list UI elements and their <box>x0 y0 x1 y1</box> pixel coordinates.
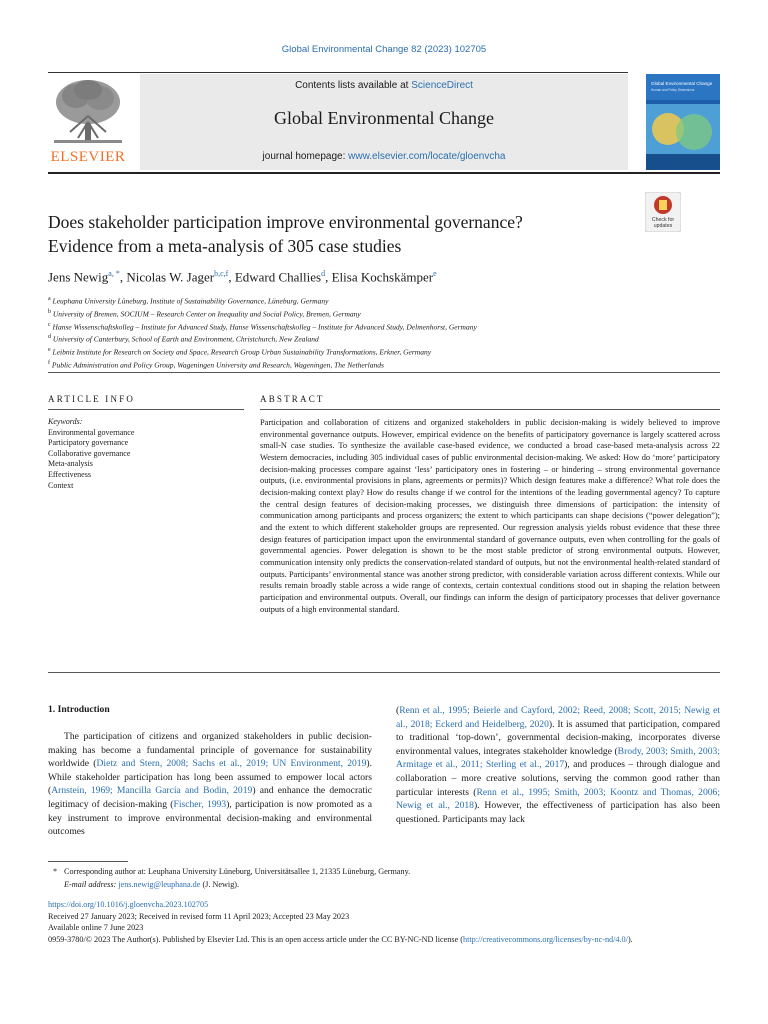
keyword-item: Meta-analysis <box>48 459 93 469</box>
running-head[interactable]: Global Environmental Change 82 (2023) 102705 <box>281 44 487 55</box>
keyword-item: Participatory governance <box>48 438 129 448</box>
citation-link[interactable]: Renn et al., 1995; Beierle and Cayford, 2002; Reed, 2008; Scott, 2015; Newig et al., 2018; Eckerd and Heidelberg, 2020 <box>396 705 720 730</box>
check-updates-line1: Check for <box>651 217 675 223</box>
license-statement: 0959-3780/© 2023 The Author(s). Published by Elsevier Ltd. This is an open access article under the CC BY-NC-ND license (http://creativecommons.org/licenses/by-nc-nd/4.0/). <box>48 934 633 944</box>
affiliation-item: $^e$ Leibniz Institute for Research on Society and Space, Research Group Urban Sustainability Transformations, Erkner, Germany <box>48 347 432 357</box>
received-dates: Received 27 January 2023; Received in revised form 11 April 2023; Accepted 23 May 2023 <box>48 911 350 921</box>
sciencedirect-link[interactable]: ScienceDirect <box>411 80 473 91</box>
abstract-divider <box>260 409 720 410</box>
elsevier-logo[interactable] <box>48 76 128 166</box>
author-name[interactable]: Elisa Kochskämper <box>331 269 434 285</box>
abstract-heading: ABSTRACT <box>260 394 325 404</box>
article-info-heading: ARTICLE INFO <box>48 394 136 404</box>
abstract-body: Participation and collaboration of citizens and organized stakeholders in public decision-making is widely believed to improve environmental governance outputs. However, empirical evidence on the benefits of participatory governance is largely scattered across small-N case studies. To synthesize the available case-based evidence, we conducted a broad case-based meta-analysis across 22 Western democracies, including 305 individual cases of public environmental decision-making. We asked: How do ‘more’ participatory decision-making processes compare against ‘less’ participatory ones in fostering – or hindering – strong environmental governance outputs, (i.e. environmental provisions in plans, agreements or permits)? Which design features make a difference? What role does the decision-making context play? How do results change if we control for the intentions of the leading governmental agency? To capture the central design features of decision-making processes, we distinguish three dimensions of participation: the intensity of communication among participants and process organizers; the extent to which participants can shape decisions (“power delegation”); and the extent to which different stakeholder groups are represented. Our regression analysis yields robust evidence that these three design features of participation impact upon the environmental standard of governance outputs, even when controlling for the goals of governmental agencies. Power delegation is shown to be the most stable predictor of strong environmental outputs. However, communication intensity only predicts the conservation-related standard of outputs, but not the environmental health-related standard of outputs. Participants’ environmental stance was another strong predictor, with considerable variation across different contexts. While our results remain broadly stable across a wide range of contexts, certain contextual conditions stood out in shaping the relation between participation and environmental outputs. Overall, our findings can inform the design of participatory processes that deliver governance outputs of a high environmental standard. <box>260 418 720 614</box>
citation-link[interactable]: Dietz and Stern, 2008; Sachs et al., 2019; UN Environment, 2019 <box>96 758 367 770</box>
footnote-rule <box>48 861 128 862</box>
title-line-2: Evidence from a meta-analysis of 305 case studies <box>48 236 402 256</box>
cover-title: Global Environmental Change <box>651 81 713 86</box>
cover-subtitle: Human and Policy Dimensions <box>651 88 695 92</box>
title-line-1: Does stakeholder participation improve environmental governance? <box>48 212 523 232</box>
author-affiliation-marker[interactable]: e <box>433 269 437 278</box>
article-title <box>48 210 628 258</box>
corresponding-author-footnote: * Corresponding author at: Leuphana University Lüneburg, Universitätsallee 1, 21335 Lüneburg, Germany. E-mail address: jens.newig@leuphana.de (J. Newig). <box>48 866 720 891</box>
available-online: Available online 7 June 2023 <box>48 923 144 933</box>
affiliation-item: $^c$ Hanse Wissenschaftskolleg – Institute for Advanced Study, Hanse Wissenschaftskolleg – Institute for Advanced Study, Delmenhorst, Germany <box>48 321 477 332</box>
publication-info <box>48 899 720 945</box>
author-email-link[interactable]: jens.newig@leuphana.de <box>118 879 201 889</box>
footnote-marker: * <box>52 867 58 876</box>
keyword-item: Collaborative governance <box>48 448 131 458</box>
keyword-item: Effectiveness <box>48 469 91 479</box>
check-updates-line2: updates <box>653 223 673 229</box>
introduction-heading: 1. Introduction <box>48 704 110 715</box>
journal-homepage-link[interactable]: www.elsevier.com/locate/gloenvcha <box>348 151 506 162</box>
journal-cover-thumbnail[interactable] <box>646 74 720 170</box>
homepage-line: journal homepage: www.elsevier.com/locate/gloenvcha <box>262 151 506 162</box>
elsevier-tree-icon <box>48 76 128 148</box>
license-link[interactable]: http://creativecommons.org/licenses/by-nc-nd/4.0/ <box>463 934 628 944</box>
citation-link[interactable]: Fischer, 1993 <box>173 798 227 810</box>
article-info-divider <box>48 409 244 410</box>
section-divider <box>48 372 720 373</box>
affiliation-item: $^b$ University of Bremen, SOCIUM – Research Center on Inequality and Social Policy, Bremen, Germany <box>48 308 361 319</box>
keywords-list <box>48 417 244 491</box>
author-name[interactable]: Nicolas W. Jager <box>126 269 215 285</box>
affiliation-item: $^d$ University of Canterbury, School of Earth and Environment, Christchurch, New Zealand <box>48 334 319 344</box>
intro-column-left: The participation of citizens and organized stakeholders in public decision-making has become a fundamental principle of governance for sustainability worldwide (Dietz and Stern, 2008; Sachs et al., 2019; UN Environment, 2019). While stakeholder participation has long been assumed to empower local actors (Arnstein, 1969; Mancilla García and Bodin, 2019) and enhance the democratic legitimacy of decision-making (Fischer, 1993), participation is now promoted as a key instrument to improve environmental decision-making and environmental outcomes <box>48 731 372 838</box>
intro-column-right: (Renn et al., 1995; Beierle and Cayford, 2002; Reed, 2008; Scott, 2015; Newig et al., 2018; Eckerd and Heidelberg, 2020). It is assumed that participation, compared to traditional ‘top-down’, governmental decision-making, incorporates diverse environmental values, integrates stakeholder knowledge (Brody, 2003; Smith, 2003; Armitage et al., 2011; Sterling et al., 2017), and produces – through dialogue and collaboration – more creative solutions, serving the common good rather than particular interests (Renn et al., 1995; Smith, 2003; Koontz and Thomas, 2006; Newig et al., 2018). However, the effectiveness of participation has also been questioned. Participants may lack <box>396 705 721 825</box>
masthead-top-rule <box>48 72 628 73</box>
section-divider <box>48 672 720 673</box>
affiliation-item: $^a$ Leuphana University Lüneburg, Institute of Sustainability Governance, Lüneburg, Germany <box>48 296 329 306</box>
keywords-label: Keywords: <box>48 417 83 426</box>
check-for-updates-button[interactable] <box>645 192 681 232</box>
citation-link[interactable]: Renn et al., 1995; Smith, 2003; Koontz and Thomas, 2006; Newig et al., 2018 <box>396 786 721 812</box>
keyword-item: Environmental governance <box>48 427 135 437</box>
author-affiliation-marker[interactable]: b,c,f <box>214 269 229 278</box>
doi-link[interactable]: https://doi.org/10.1016/j.gloenvcha.2023.102705 <box>48 900 209 909</box>
author-affiliation-marker[interactable]: a, * <box>108 269 120 278</box>
keyword-item: Context <box>48 480 74 490</box>
citation-link[interactable]: Brody, 2003; Smith, 2003; Armitage et al., 2011; Sterling et al., 2017 <box>396 745 720 771</box>
affiliations-list <box>48 294 718 371</box>
author-name[interactable]: Jens Newig <box>48 269 109 285</box>
journal-title[interactable]: Global Environmental Change <box>274 108 494 128</box>
affiliation-item: $^f$ Public Administration and Policy Group, Wageningen University and Research, Wageningen, The Netherlands <box>48 359 384 370</box>
author-list: Jens Newig$^{a, *}$, Nicolas W. Jager$^{b,c,f}$, Edward Challies$^d$, Elisa Kochskämper$^e$ <box>48 269 437 285</box>
email-label: E-mail address: <box>64 879 119 889</box>
contents-line: Contents lists available at ScienceDirect <box>295 80 473 91</box>
author-affiliation-marker[interactable]: d <box>321 269 326 278</box>
citation-link[interactable]: Arnstein, 1969; Mancilla García and Bodin, 2019 <box>51 785 253 797</box>
masthead-bottom-rule <box>48 172 720 174</box>
author-name[interactable]: Edward Challies <box>234 269 322 285</box>
elsevier-wordmark: ELSEVIER <box>50 149 126 165</box>
